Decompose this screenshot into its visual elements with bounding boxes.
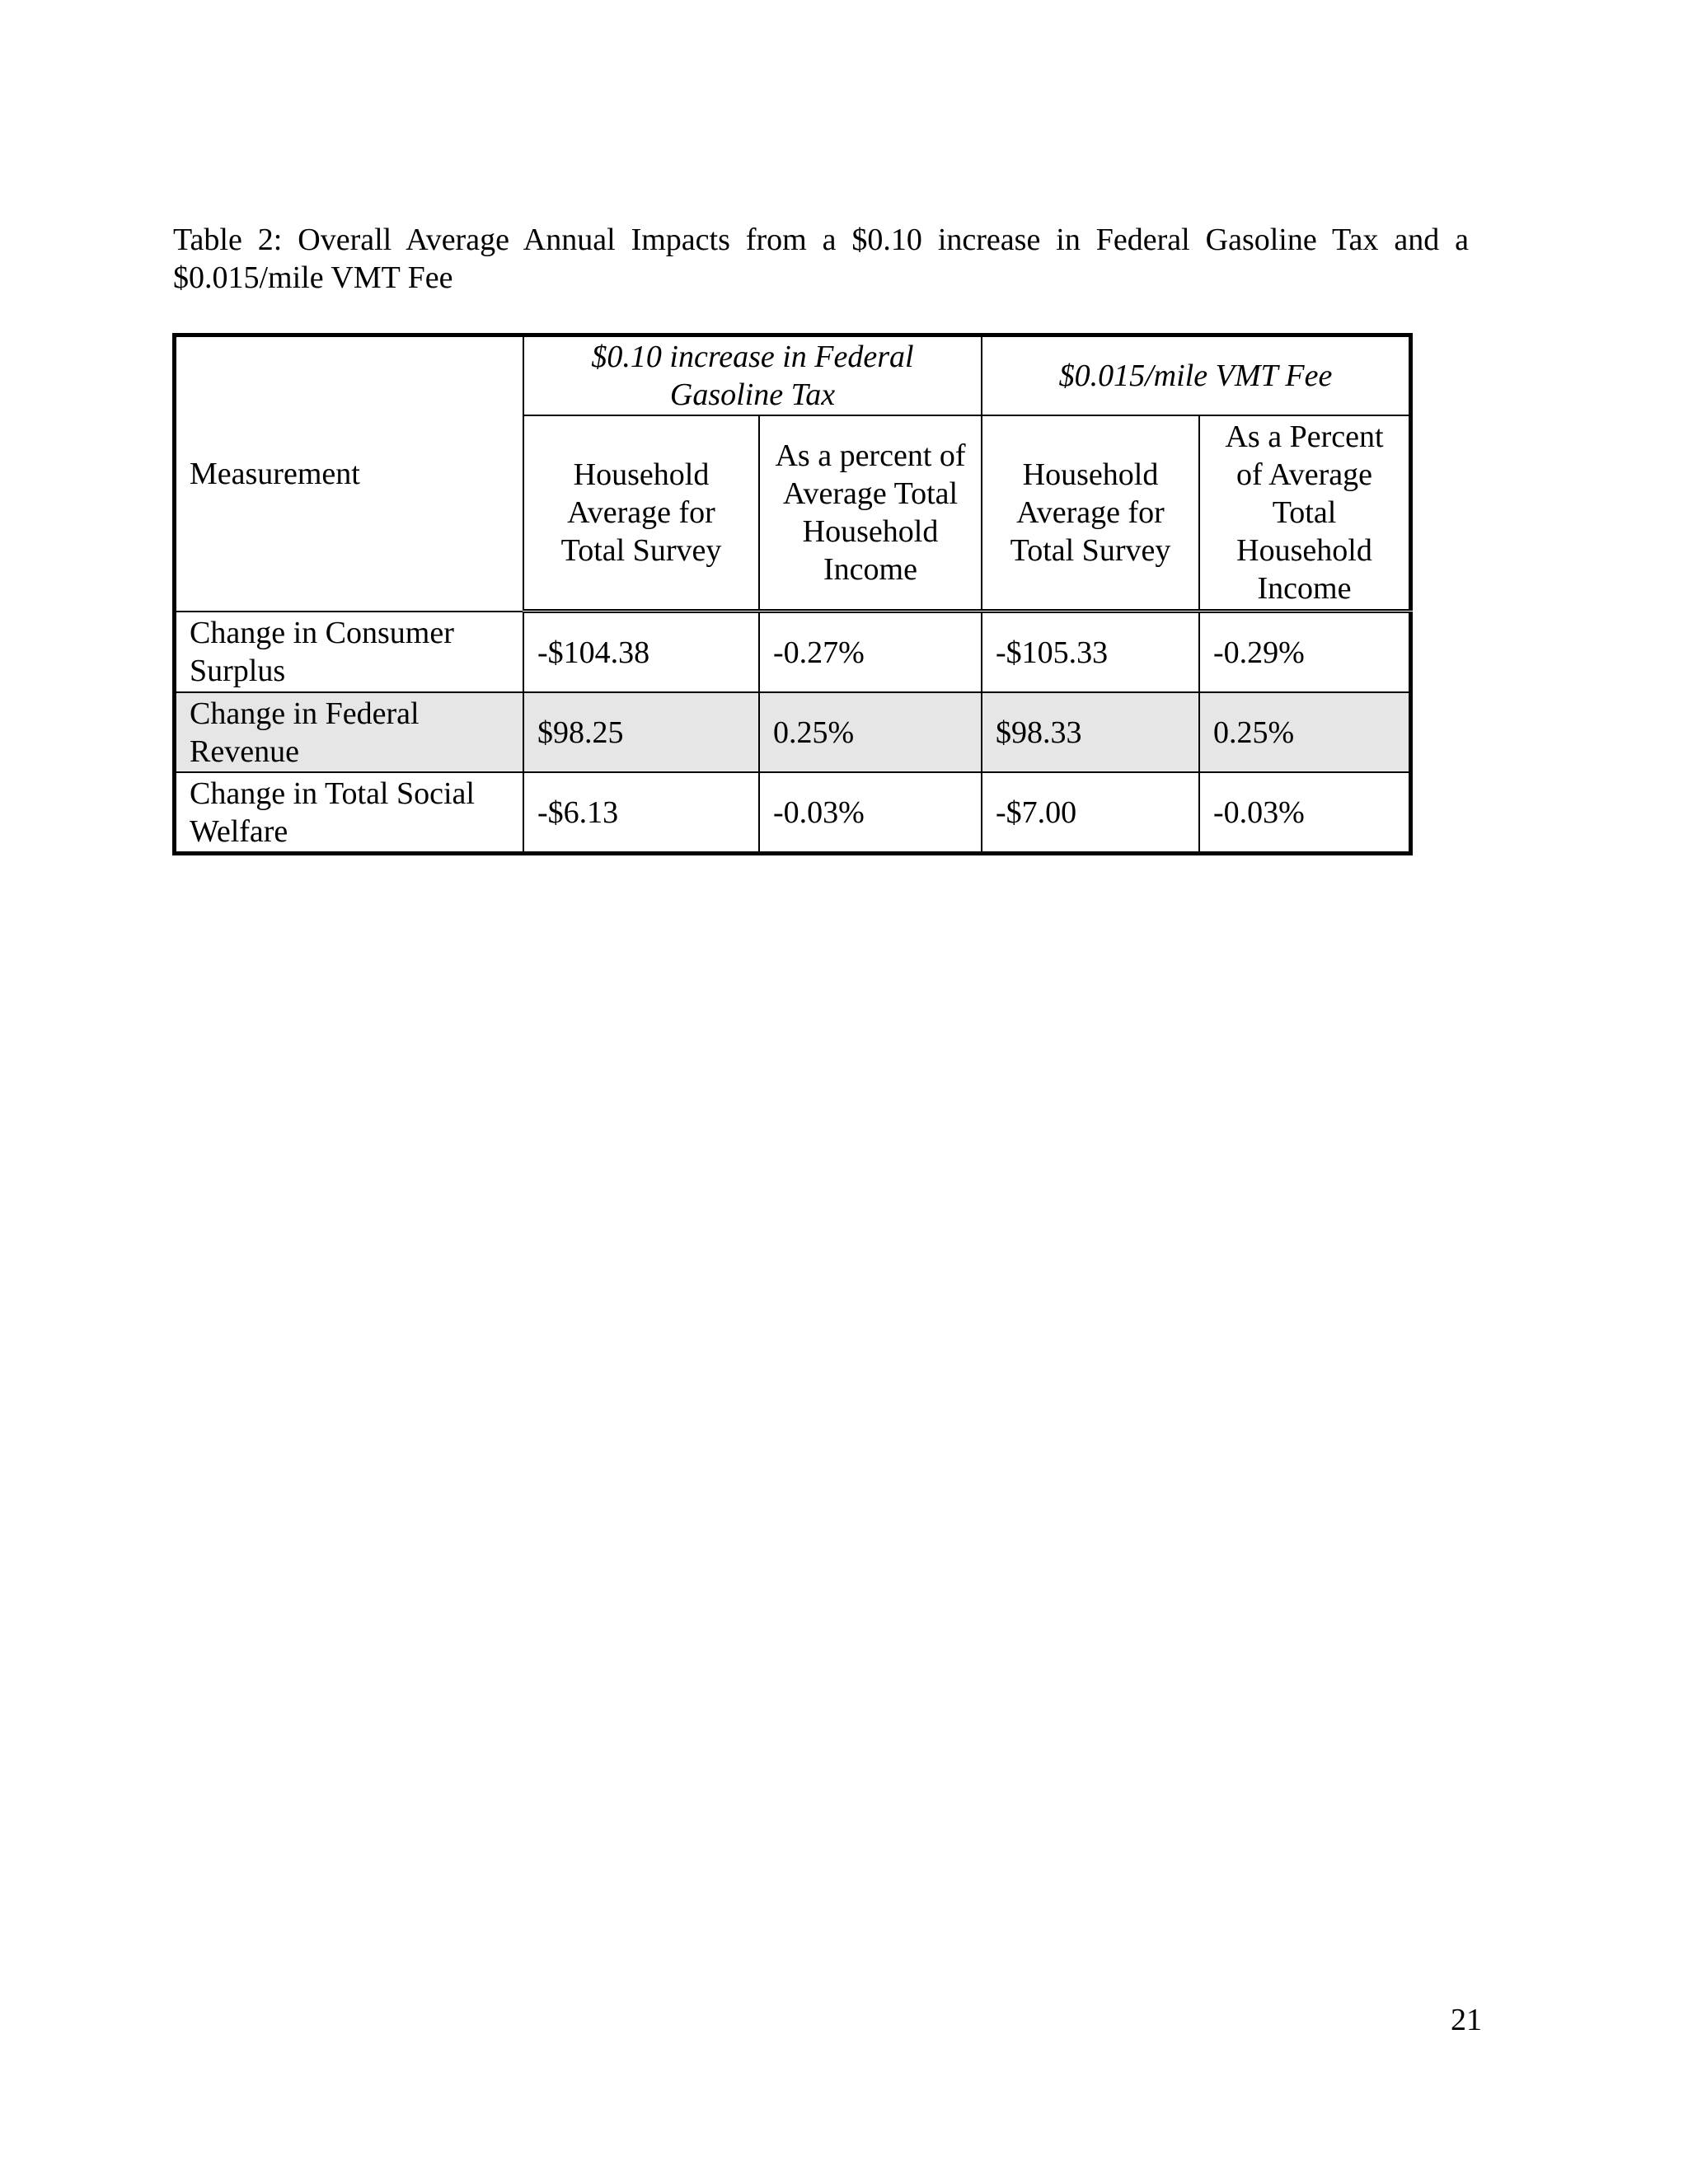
group-header-vmt-fee: $0.015/mile VMT Fee [982,335,1411,416]
table-cell: 0.25% [759,692,982,772]
row-label: Change in Total Social Welfare [175,772,524,854]
table-row [175,772,1411,854]
page-number: 21 [1451,2003,1482,2037]
table-cell: $98.33 [982,692,1199,772]
row-label: Change in Federal Revenue [175,692,524,772]
subheader-gas-household-average: Household Average for Total Survey [523,415,759,612]
table-cell: -$105.33 [982,612,1199,693]
impacts-table [172,333,1413,855]
measurement-header: Measurement [175,335,524,612]
table-cell: -$7.00 [982,772,1199,854]
table-caption: Table 2: Overall Average Annual Impacts from a $0.10 increase in Federal Gasoline Tax and a $0.015/mile VMT Fee [173,223,1469,295]
table-cell: 0.25% [1199,692,1411,772]
subheader-gas-percent-income: As a percent of Average Total Household Income [759,415,982,612]
row-label: Change in Consumer Surplus [175,612,524,693]
subheader-vmt-household-average: Household Average for Total Survey [982,415,1199,612]
table-cell: -0.03% [1199,772,1411,854]
table-cell: -0.27% [759,612,982,693]
table-row [175,692,1411,772]
table-cell: -$104.38 [523,612,759,693]
group-header-gas-tax: $0.10 increase in Federal Gasoline Tax [523,335,982,416]
table-cell: $98.25 [523,692,759,772]
table-cell: -$6.13 [523,772,759,854]
table-cell: -0.03% [759,772,982,854]
header-row-groups [175,335,1411,416]
table-cell: -0.29% [1199,612,1411,693]
subheader-vmt-percent-income: As a Percent of Average Total Household Income [1199,415,1411,612]
table-row [175,612,1411,693]
